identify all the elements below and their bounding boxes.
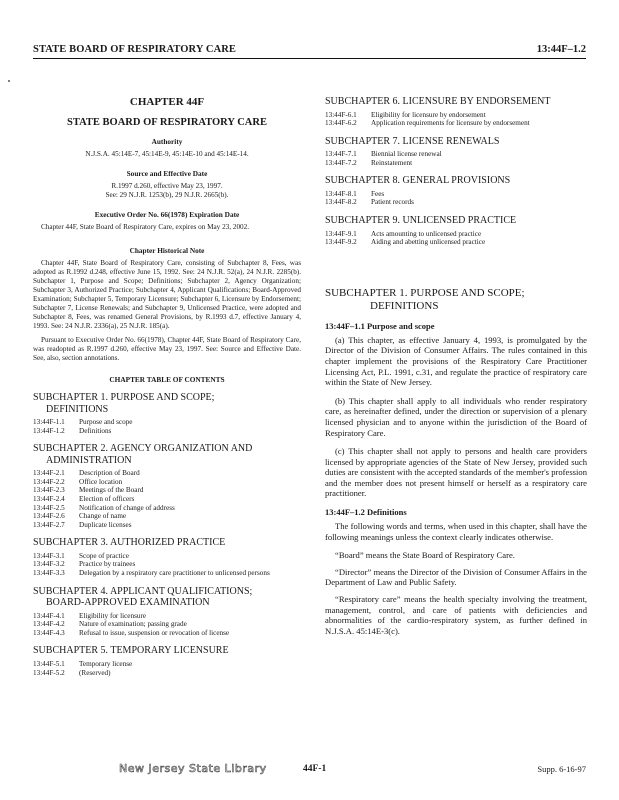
toc-subchapter-title [325, 96, 587, 108]
table-of-contents-left [33, 392, 301, 677]
section-1-2-intro: The following words and terms, when used in this chapter, shall have the following meanings unless the context clearly indicates otherwise. [325, 521, 587, 542]
authority-block [33, 137, 301, 159]
toc-section-title: Office location [79, 477, 123, 486]
source-label: Source and Effective Date [126, 169, 208, 178]
toc-section-title: (Reserved) [79, 668, 111, 677]
toc-section-entry [33, 478, 301, 487]
table-of-contents-right [325, 96, 587, 247]
expiration-block [33, 210, 301, 232]
scan-speck [8, 80, 10, 82]
toc-subchapter-title-text: SUBCHAPTER 8. GENERAL PROVISIONS [325, 175, 511, 187]
toc-section-entry [33, 560, 301, 569]
toc-section-entry [325, 159, 587, 168]
toc-subchapter-title-cont: BOARD-APPROVED EXAMINATION [46, 597, 210, 609]
toc-subchapter-title-text: SUBCHAPTER 9. UNLICENSED PRACTICE [325, 215, 517, 227]
toc-section-title: Nature of examination; passing grade [79, 620, 187, 629]
historical-note-label: Chapter Historical Note [129, 246, 205, 255]
source-block [33, 169, 301, 200]
toc-section-title: Change of name [79, 512, 127, 521]
toc-subchapter-title [33, 586, 301, 609]
toc-subchapter [325, 175, 587, 207]
toc-section-entry [33, 486, 301, 495]
header-title: STATE BOARD OF RESPIRATORY CARE [33, 44, 237, 55]
section-1-1-b: (b) This chapter shall apply to all individuals who render respiratory care, as hereinafter defined, under the direction or supervision of a plenary licensed physician and to anyone within the jurisdiction of the Board of Respiratory Care. [325, 395, 587, 438]
toc-section-title: Biennial license renewal [371, 150, 442, 159]
authority-text: N.J.S.A. 45:14E-7, 45:14E-9, 45:14E-10 and 45:14E-14. [85, 150, 249, 158]
toc-section-list [33, 612, 301, 638]
toc-section-entry [33, 620, 301, 629]
toc-section-number: 13:44F-1.2 [33, 426, 65, 435]
toc-section-title: Aiding and abetting unlicensed practice [371, 238, 486, 247]
left-column [33, 96, 301, 677]
toc-section-entry [33, 612, 301, 621]
section-1-1-c: (c) This chapter shall not apply to persons and health care providers licensed by appropriate agencies of the State of New Jersey, provided such duties are consistent with the accepted standards of the member's profession and the member does not present himself or herself as a respiratory care practitioner. [325, 446, 587, 499]
toc-section-entry [33, 569, 301, 578]
toc-section-number: 13:44F-8.2 [325, 198, 357, 207]
toc-subchapter [33, 537, 301, 577]
running-header [33, 44, 586, 59]
toc-subchapter [325, 136, 587, 168]
supplement-date: Supp. 6-16-97 [537, 764, 586, 774]
toc-section-number: 13:44F-2.1 [33, 469, 65, 478]
toc-section-entry [33, 552, 301, 561]
toc-section-number: 13:44F-2.3 [33, 486, 65, 495]
header-section-number: 13:44F–1.2 [536, 44, 586, 55]
toc-subchapter-title-cont: ADMINISTRATION [46, 454, 132, 466]
toc-subchapter-title [33, 443, 301, 466]
toc-section-title: Purpose and scope [79, 418, 133, 426]
toc-subchapter-title-text: SUBCHAPTER 4. APPLICANT QUALIFICATIONS; [33, 585, 253, 597]
toc-section-entry [33, 495, 301, 504]
toc-section-list [325, 150, 587, 167]
toc-section-title: Application requirements for licensure by endorsement [371, 119, 530, 128]
toc-section-number: 13:44F-4.2 [33, 620, 65, 629]
toc-section-number: 13:44F-4.3 [33, 628, 65, 637]
right-column [325, 96, 587, 642]
toc-section-title: Eligibility for licensure [79, 611, 147, 620]
toc-subchapter [325, 215, 587, 247]
eo-text: Chapter 44F, State Board of Respiratory Care, expires on May 23, 2002. [41, 223, 250, 231]
toc-subchapter-title-text: SUBCHAPTER 7. LICENSE RENEWALS [325, 135, 500, 147]
eo-label: Executive Order No. 66(1978) Expiration Date [94, 210, 240, 219]
toc-section-list [325, 190, 587, 207]
toc-section-number: 13:44F-4.1 [33, 611, 65, 620]
toc-section-number: 13:44F-3.1 [33, 551, 65, 560]
toc-section-entry [33, 427, 301, 436]
definition-director: “Director” means the Director of the Division of Consumer Affairs in the Department of Law and Public Safety. [325, 566, 587, 588]
section-1-1-heading: 13:44F–1.1 Purpose and scope [325, 320, 435, 331]
toc-section-number: 13:44F-5.1 [33, 659, 65, 668]
toc-section-number: 13:44F-7.2 [325, 158, 357, 167]
toc-subchapter-title-text: SUBCHAPTER 1. PURPOSE AND SCOPE; [33, 392, 215, 403]
historical-note-p1: Chapter 44F, State Board of Respiratory Care, consisting of Subchapter 8, Fees, was adopted as R.1992 d.248, effective June 15, 1992. See: 24 N.J.R. 52(a), 24 N.J.R. 2285(b). Subchapter 1, Purpose and Scope; Definitions; Subchapter 2, Agency Organization; Subchapter 3, Authorized Practice; Subchapter 4, Applicant Qualifications; Board-Approved Examination; Subchapter 5, Temporary Licensure; Subchapter 6, Licensure by Endorsement; Subchapter 7, License Renewals; and Subchapter 9, Unlicensed Practice, were adopted and Subchapter 8, Fees, was renamed General Provisions, by R.1993 d.7, effective January 4, 1993. See: 24 N.J.R. 2336(a), 25 N.J.R. 185(a). [33, 259, 301, 330]
toc-section-list [325, 111, 587, 128]
toc-subchapter-title-text: SUBCHAPTER 3. AUTHORIZED PRACTICE [33, 537, 226, 549]
historical-note-p2: Pursuant to Executive Order No. 66(1978), Chapter 44F, State Board of Respiratory Care, was readopted as R.1997 d.260, effective May 23, 1997. See: Source and Effective Date. See, also, section annotations. [33, 336, 301, 362]
toc-section-title: Acts amounting to unlicensed practice [371, 229, 482, 238]
authority-label: Authority [151, 137, 183, 146]
toc-section-list [33, 660, 301, 677]
toc-section-number: 13:44F-2.4 [33, 494, 65, 503]
toc-section-number: 13:44F-6.2 [325, 119, 357, 128]
toc-section-entry [325, 150, 587, 159]
source-text-2: See: 29 N.J.R. 1253(b), 29 N.J.R. 2665(b). [105, 191, 229, 199]
toc-section-number: 13:44F-6.1 [325, 110, 357, 119]
toc-section-title: Notification of change of address [79, 503, 175, 512]
toc-section-number: 13:44F-3.3 [33, 569, 65, 578]
chapter-title: STATE BOARD OF RESPIRATORY CARE [67, 117, 267, 128]
toc-subchapter [325, 96, 587, 128]
toc-subchapter-title-text: SUBCHAPTER 6. LICENSURE BY ENDORSEMENT [325, 96, 551, 107]
toc-section-entry [33, 660, 301, 669]
toc-section-title: Patient records [371, 198, 414, 207]
toc-section-entry [33, 418, 301, 427]
toc-section-list [33, 418, 301, 435]
toc-section-number: 13:44F-2.5 [33, 503, 65, 512]
chapter-number: CHAPTER 44F [129, 96, 205, 108]
toc-section-entry [33, 504, 301, 513]
toc-section-title: Election of officers [79, 494, 135, 503]
page-number: 44F-1 [303, 764, 327, 774]
toc-subchapter [33, 645, 301, 677]
toc-section-entry [325, 111, 587, 120]
toc-subchapter-title [325, 175, 587, 187]
toc-subchapter-title-cont: DEFINITIONS [46, 403, 109, 415]
subchapter-1-title: SUBCHAPTER 1. PURPOSE AND SCOPE; [325, 286, 525, 299]
toc-section-entry [325, 119, 587, 128]
toc-subchapter [33, 586, 301, 638]
toc-subchapter [33, 443, 301, 529]
toc-subchapter-title-text: SUBCHAPTER 2. AGENCY ORGANIZATION AND [33, 443, 253, 455]
toc-subchapter-title-text: SUBCHAPTER 5. TEMPORARY LICENSURE [33, 645, 229, 657]
toc-section-title: Definitions [79, 426, 112, 435]
toc-section-entry [33, 512, 301, 521]
toc-label: CHAPTER TABLE OF CONTENTS [109, 375, 225, 384]
toc-section-entry [33, 469, 301, 478]
page-footer [0, 764, 619, 778]
toc-section-entry [325, 230, 587, 239]
toc-section-list [325, 230, 587, 247]
source-text-1: R.1997 d.260, effective May 23, 1997. [111, 182, 223, 190]
subchapter-1-heading [325, 287, 587, 313]
toc-subchapter-title [33, 645, 301, 657]
toc-section-entry [33, 629, 301, 638]
toc-section-title: Practice by trainees [79, 560, 136, 569]
toc-section-number: 13:44F-9.2 [325, 238, 357, 247]
toc-section-list [33, 552, 301, 578]
toc-section-number: 13:44F-2.7 [33, 520, 65, 529]
toc-section-title: Eligibility for licensure by endorsement [371, 110, 486, 119]
historical-note-block [33, 246, 301, 363]
toc-section-list [33, 469, 301, 529]
toc-section-entry [33, 521, 301, 530]
toc-section-number: 13:44F-2.6 [33, 512, 65, 521]
toc-section-number: 13:44F-1.1 [33, 418, 65, 426]
toc-section-number: 13:44F-9.1 [325, 229, 357, 238]
toc-section-title: Temporary license [79, 659, 133, 668]
toc-section-entry [325, 238, 587, 247]
toc-section-title: Meetings of the Board [79, 486, 144, 495]
toc-section-title: Duplicate licenses [79, 520, 132, 529]
toc-subchapter-title [33, 392, 301, 415]
toc-section-title: Description of Board [79, 469, 140, 478]
toc-section-title: Scope of practice [79, 551, 129, 560]
toc-section-number: 13:44F-7.1 [325, 150, 357, 159]
toc-section-number: 13:44F-5.2 [33, 668, 65, 677]
toc-subchapter-title [325, 136, 587, 148]
toc-section-title: Reinstatement [371, 158, 413, 167]
toc-section-title: Delegation by a respiratory care practitioner to unlicensed persons [79, 569, 270, 578]
toc-section-entry [325, 198, 587, 207]
toc-section-title: Fees [371, 189, 385, 198]
library-stamp: New Jersey State Library [119, 762, 267, 775]
definition-respiratory-care: “Respiratory care” means the health specialty involving the treatment, management, control, and care of patients with deficiencies and abnormalities of the cardio-respiratory system, as further defined in N.J.S.A. 45:14E-3(c). [325, 594, 587, 636]
definition-board: “Board” means the State Board of Respiratory Care. [335, 550, 515, 561]
toc-section-number: 13:44F-8.1 [325, 189, 357, 198]
toc-section-number: 13:44F-2.2 [33, 477, 65, 486]
toc-subchapter-title [325, 215, 587, 227]
toc-section-title: Refusal to issue, suspension or revocation of license [79, 628, 230, 637]
toc-subchapter [33, 392, 301, 435]
toc-section-entry [325, 190, 587, 199]
toc-section-number: 13:44F-3.2 [33, 560, 65, 569]
section-1-2-heading: 13:44F–1.2 Definitions [325, 507, 407, 518]
toc-section-entry [33, 669, 301, 678]
subchapter-1-title-cont: DEFINITIONS [370, 299, 439, 312]
toc-subchapter-title [33, 537, 301, 549]
section-1-1-a: (a) This chapter, as effective January 4, 1993, is promulgated by the Director of the Division of Consumer Affairs. The rules contained in this chapter implement the provisions of the Respiratory Care Practitioner Licensing Act, P.L. 1991, c.31, and regulate the practice of respiratory care within the State of New Jersey. [325, 334, 587, 388]
